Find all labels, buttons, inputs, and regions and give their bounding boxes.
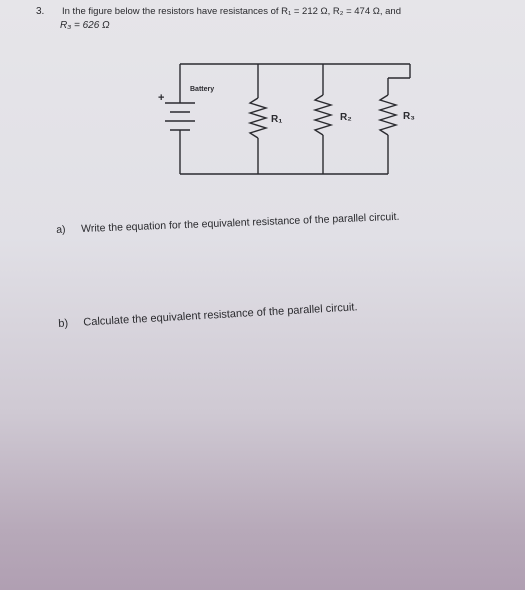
resistor-label-r3: R₃	[403, 111, 415, 122]
question-text-line1: In the figure below the resistors have resistances of R₁ = 212 Ω, R₂ = 474 Ω, and	[62, 6, 401, 17]
part-b-text: Calculate the equivalent resistance of the parallel circuit.	[83, 301, 358, 329]
resistor-r1	[250, 98, 266, 138]
question-number: 3.	[36, 6, 45, 17]
resistor-label-r2: R₂	[340, 112, 352, 123]
battery-label: Battery	[190, 86, 215, 93]
resistor-label-r1: R₁	[271, 114, 283, 125]
question-text-line2: R₃ = 626 Ω	[60, 20, 110, 31]
part-a-letter: a)	[56, 223, 66, 236]
part-a-text: Write the equation for the equivalent resistance of the parallel circuit.	[80, 210, 400, 236]
resistor-r2	[315, 95, 331, 135]
battery-plus-sign: +	[158, 92, 165, 104]
part-b-letter: b)	[58, 317, 69, 330]
resistor-r3	[380, 95, 396, 135]
